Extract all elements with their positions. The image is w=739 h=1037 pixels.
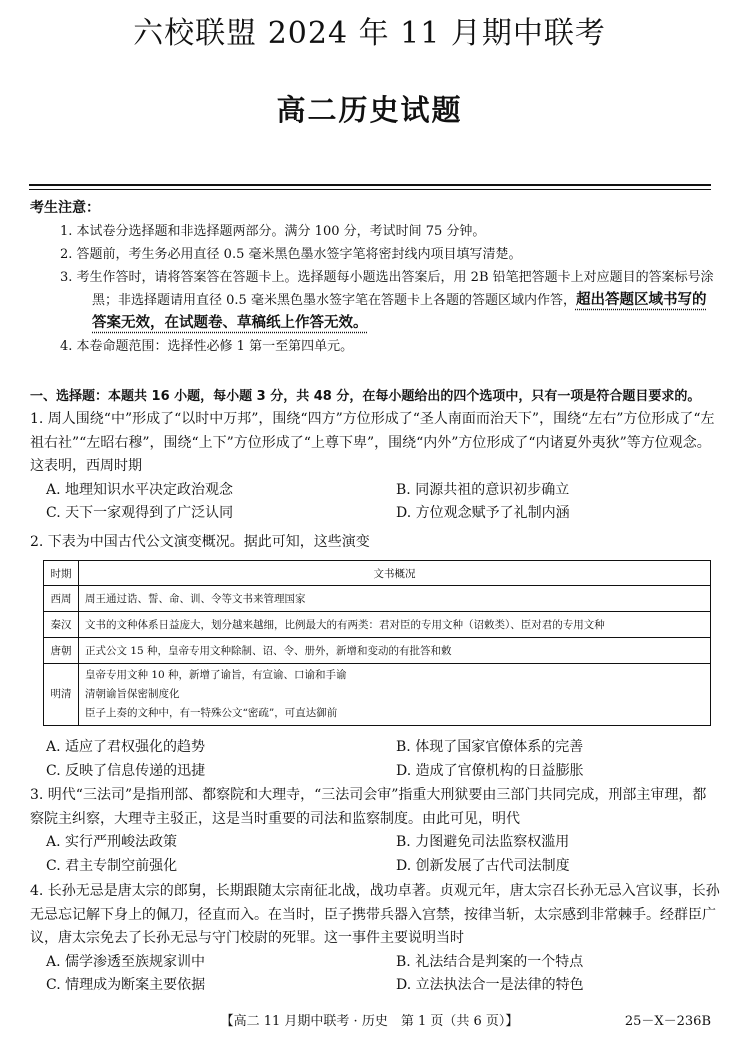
question-2-options: [30, 736, 720, 783]
notice-item-3-emphasis: 超出答题区域书写的答案无效，在试题卷、草稿纸上作答无效。: [92, 292, 707, 331]
question-options: [30, 479, 720, 526]
era-cell: 唐朝: [44, 638, 79, 664]
divider-thin: [29, 189, 711, 190]
option-a[interactable]: A. 实行严刑峻法政策: [46, 834, 178, 850]
subject-title: 高二历史试题: [276, 93, 463, 127]
divider-thick: [29, 184, 711, 186]
option-a[interactable]: A. 儒学渗透至族规家训中: [46, 953, 206, 970]
era-cell: 明清: [44, 664, 79, 726]
notice-item-3: [30, 266, 715, 335]
overview-cell: 文书的文种体系日益庞大，划分越来越细，比例最大的有两类：君对臣的专用文种（诏敕类）、臣对君的专用文种: [79, 612, 711, 638]
option-d[interactable]: D. 方位观念赋予了礼制内涵: [396, 505, 570, 521]
overview-cell: 周王通过诰、誓、命、训、令等文书来管理国家: [79, 586, 711, 612]
candidate-notice: [30, 197, 715, 358]
overview-line: 清朝谕旨保密制度化: [85, 688, 180, 700]
section-heading: 一、选择题：本题共 16 小题，每小题 3 分，共 48 分，在每小题给出的四个选项中，只有一项是符合题目要求的。: [30, 389, 701, 404]
table-row: [44, 586, 711, 612]
question-options: [30, 831, 720, 878]
notice-item-2: 2. 答题前，考生务必用直径 0.5 毫米黑色墨水签字笔将密封线内项目填写清楚。: [60, 247, 522, 262]
question-options: [30, 736, 720, 783]
question-stem: 1. 周人围绕“中”形成了“以时中万邦”，围绕“四方”方位形成了“圣人南面而治天下”，围绕“左右”方位形成了“左祖右社”“左昭右穆”，围绕“上下”方位形成了“上尊下卑”，围绕“内外”方位形成了“内诸夏外夷狄”等方位观念。这表明，西周时期: [30, 411, 715, 474]
overview-cell: 正式公文 15 种，皇帝专用文种除制、诏、令、册外，新增和变动的有批答和敕: [79, 638, 711, 664]
option-d[interactable]: D. 立法执法合一是法律的特色: [396, 977, 584, 993]
table-header-overview: 文书概况: [79, 561, 711, 586]
table-header-era: 时期: [44, 561, 79, 586]
question-options: [30, 951, 720, 998]
table-row: [44, 612, 711, 638]
era-cell: 秦汉: [44, 612, 79, 638]
option-c[interactable]: C. 反映了信息传递的迅捷: [46, 762, 206, 779]
question-3: [30, 784, 720, 878]
question-stem: 3. 明代“三法司”是指刑部、都察院和大理寺，“三法司会审”指重大刑狱要由三部门共同完成，刑部主审理，都察院主纠察，大理寺主驳正，这是当时重要的司法和监察制度。由此可见，明代: [30, 787, 707, 827]
question-stem: 2. 下表为中国古代公文演变概况。据此可知，这些演变: [30, 534, 370, 550]
option-a[interactable]: A. 适应了君权强化的趋势: [46, 739, 206, 755]
option-c[interactable]: C. 天下一家观得到了广泛认同: [46, 505, 234, 521]
overview-cell: [79, 664, 711, 726]
table-row: [44, 638, 711, 664]
question-2: [30, 531, 720, 555]
option-b[interactable]: B. 体现了国家官僚体系的完善: [396, 739, 584, 755]
exam-title: 六校联盟 2024 年 11 月期中联考: [133, 16, 606, 51]
option-a[interactable]: A. 地理知识水平决定政治观念: [46, 481, 234, 498]
question-4: [30, 880, 720, 998]
document-evolution-table: [43, 560, 711, 726]
option-d[interactable]: D. 创新发展了古代司法制度: [396, 857, 570, 874]
overview-line: 臣子上奏的文种中，有一特殊公文“密疏”，可直达御前: [85, 707, 338, 719]
footer-page-info: 【高二 11 月期中联考 · 历史 第 1 页（共 6 页）】: [220, 1014, 519, 1029]
question-1: [30, 408, 720, 526]
notice-heading: 考生注意：: [30, 200, 100, 216]
option-d[interactable]: D. 造成了官僚机构的日益膨胀: [396, 762, 584, 779]
footer-exam-code: 25－X－236B: [624, 1014, 711, 1029]
overview-line: 皇帝专用文种 10 种，新增了谕旨，有宣谕、口谕和手谕: [85, 669, 347, 681]
table-row: [44, 664, 711, 726]
notice-item-3-text: 3. 考生作答时，请将答案答在答题卡上。选择题每小题选出答案后，用 2B 铅笔把答题卡上对应题目的答案标号涂黑；非选择题请用直径 0.5 毫米黑色墨水签字笔在答题卡上各题的答题区域内作答，: [60, 270, 714, 308]
option-c[interactable]: C. 情理成为断案主要依据: [46, 977, 206, 993]
option-b[interactable]: B. 同源共祖的意识初步确立: [396, 481, 570, 498]
notice-item-4: 4. 本卷命题范围：选择性必修 1 第一至第四单元。: [60, 339, 354, 354]
notice-item-1: 1. 本试卷分选择题和非选择题两部分。满分 100 分，考试时间 75 分钟。: [60, 224, 486, 239]
question-stem: 4. 长孙无忌是唐太宗的郎舅，长期跟随太宗南征北战，战功卓著。贞观元年，唐太宗召长孙无忌入宫议事，长孙无忌忘记解下身上的佩刀，径直而入。在当时，臣子携带兵器入宫禁，按律当斩，太宗感到非常棘手。经群臣广议，唐太宗免去了长孙无忌与守门校尉的死罪。这一事件主要说明当时: [30, 883, 720, 946]
option-c[interactable]: C. 君主专制空前强化: [46, 857, 178, 874]
era-cell: 西周: [44, 586, 79, 612]
option-b[interactable]: B. 力图避免司法监察权滥用: [396, 834, 570, 850]
option-b[interactable]: B. 礼法结合是判案的一个特点: [396, 953, 584, 970]
